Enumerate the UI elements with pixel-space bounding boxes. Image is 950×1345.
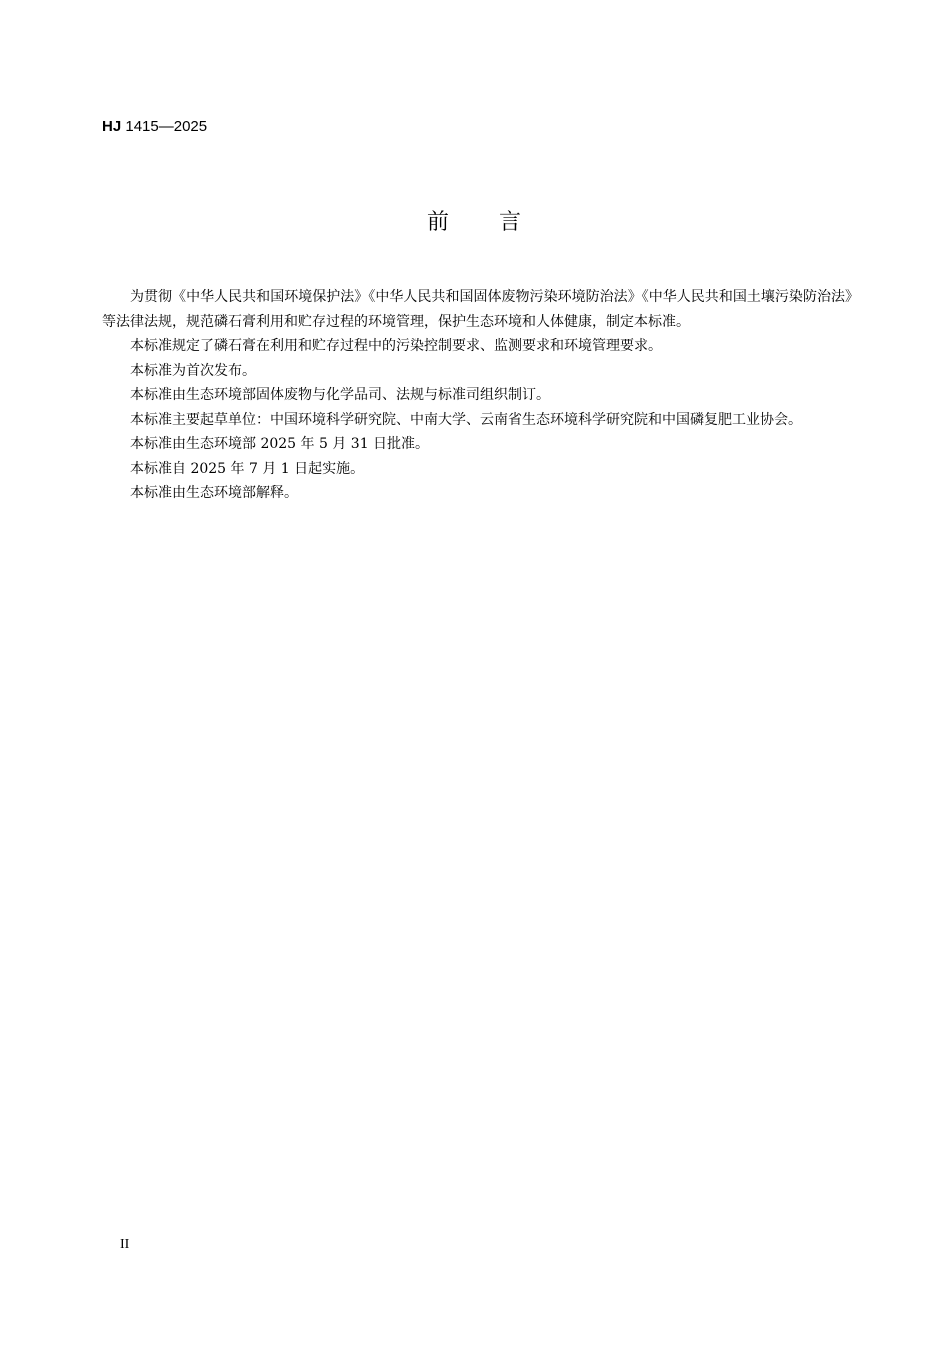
paragraph-effective-date: 本标准自 2025 年 7 月 1 日起实施。 <box>130 460 365 477</box>
page-number: II <box>120 1237 130 1252</box>
paragraph-approval-date: 本标准由生态环境部 2025 年 5 月 31 日批准。 <box>130 436 430 452</box>
standard-number: 1415—2025 <box>125 118 208 135</box>
paragraph-drafting-units: 本标准主要起草单位：中国环境科学研究院、中南大学、云南省生态环境科学研究院和中国磷复肥工业协会。 <box>130 411 802 428</box>
paragraph-scope: 本标准规定了磷石膏在利用和贮存过程中的污染控制要求、监测要求和环境管理要求。 <box>130 338 662 354</box>
paragraph-purpose: 为贯彻《中华人民共和国环境保护法》《中华人民共和国固体废物污染环境防治法》《中华人民共和国土壤污染防治法》等法律法规，规范磷石膏利用和贮存过程的环境管理，保护生态环境和人体健康，制定本标准。 <box>102 289 852 330</box>
standard-code <box>102 117 207 137</box>
page-title: 前 言 <box>426 210 523 235</box>
paragraph-interpretation: 本标准由生态环境部解释。 <box>130 485 298 501</box>
paragraph-organizer: 本标准由生态环境部固体废物与化学品司、法规与标准司组织制订。 <box>130 387 550 403</box>
paragraph-first-release: 本标准为首次发布。 <box>130 362 256 379</box>
standard-prefix: HJ <box>102 118 122 135</box>
foreword-body <box>102 285 852 506</box>
